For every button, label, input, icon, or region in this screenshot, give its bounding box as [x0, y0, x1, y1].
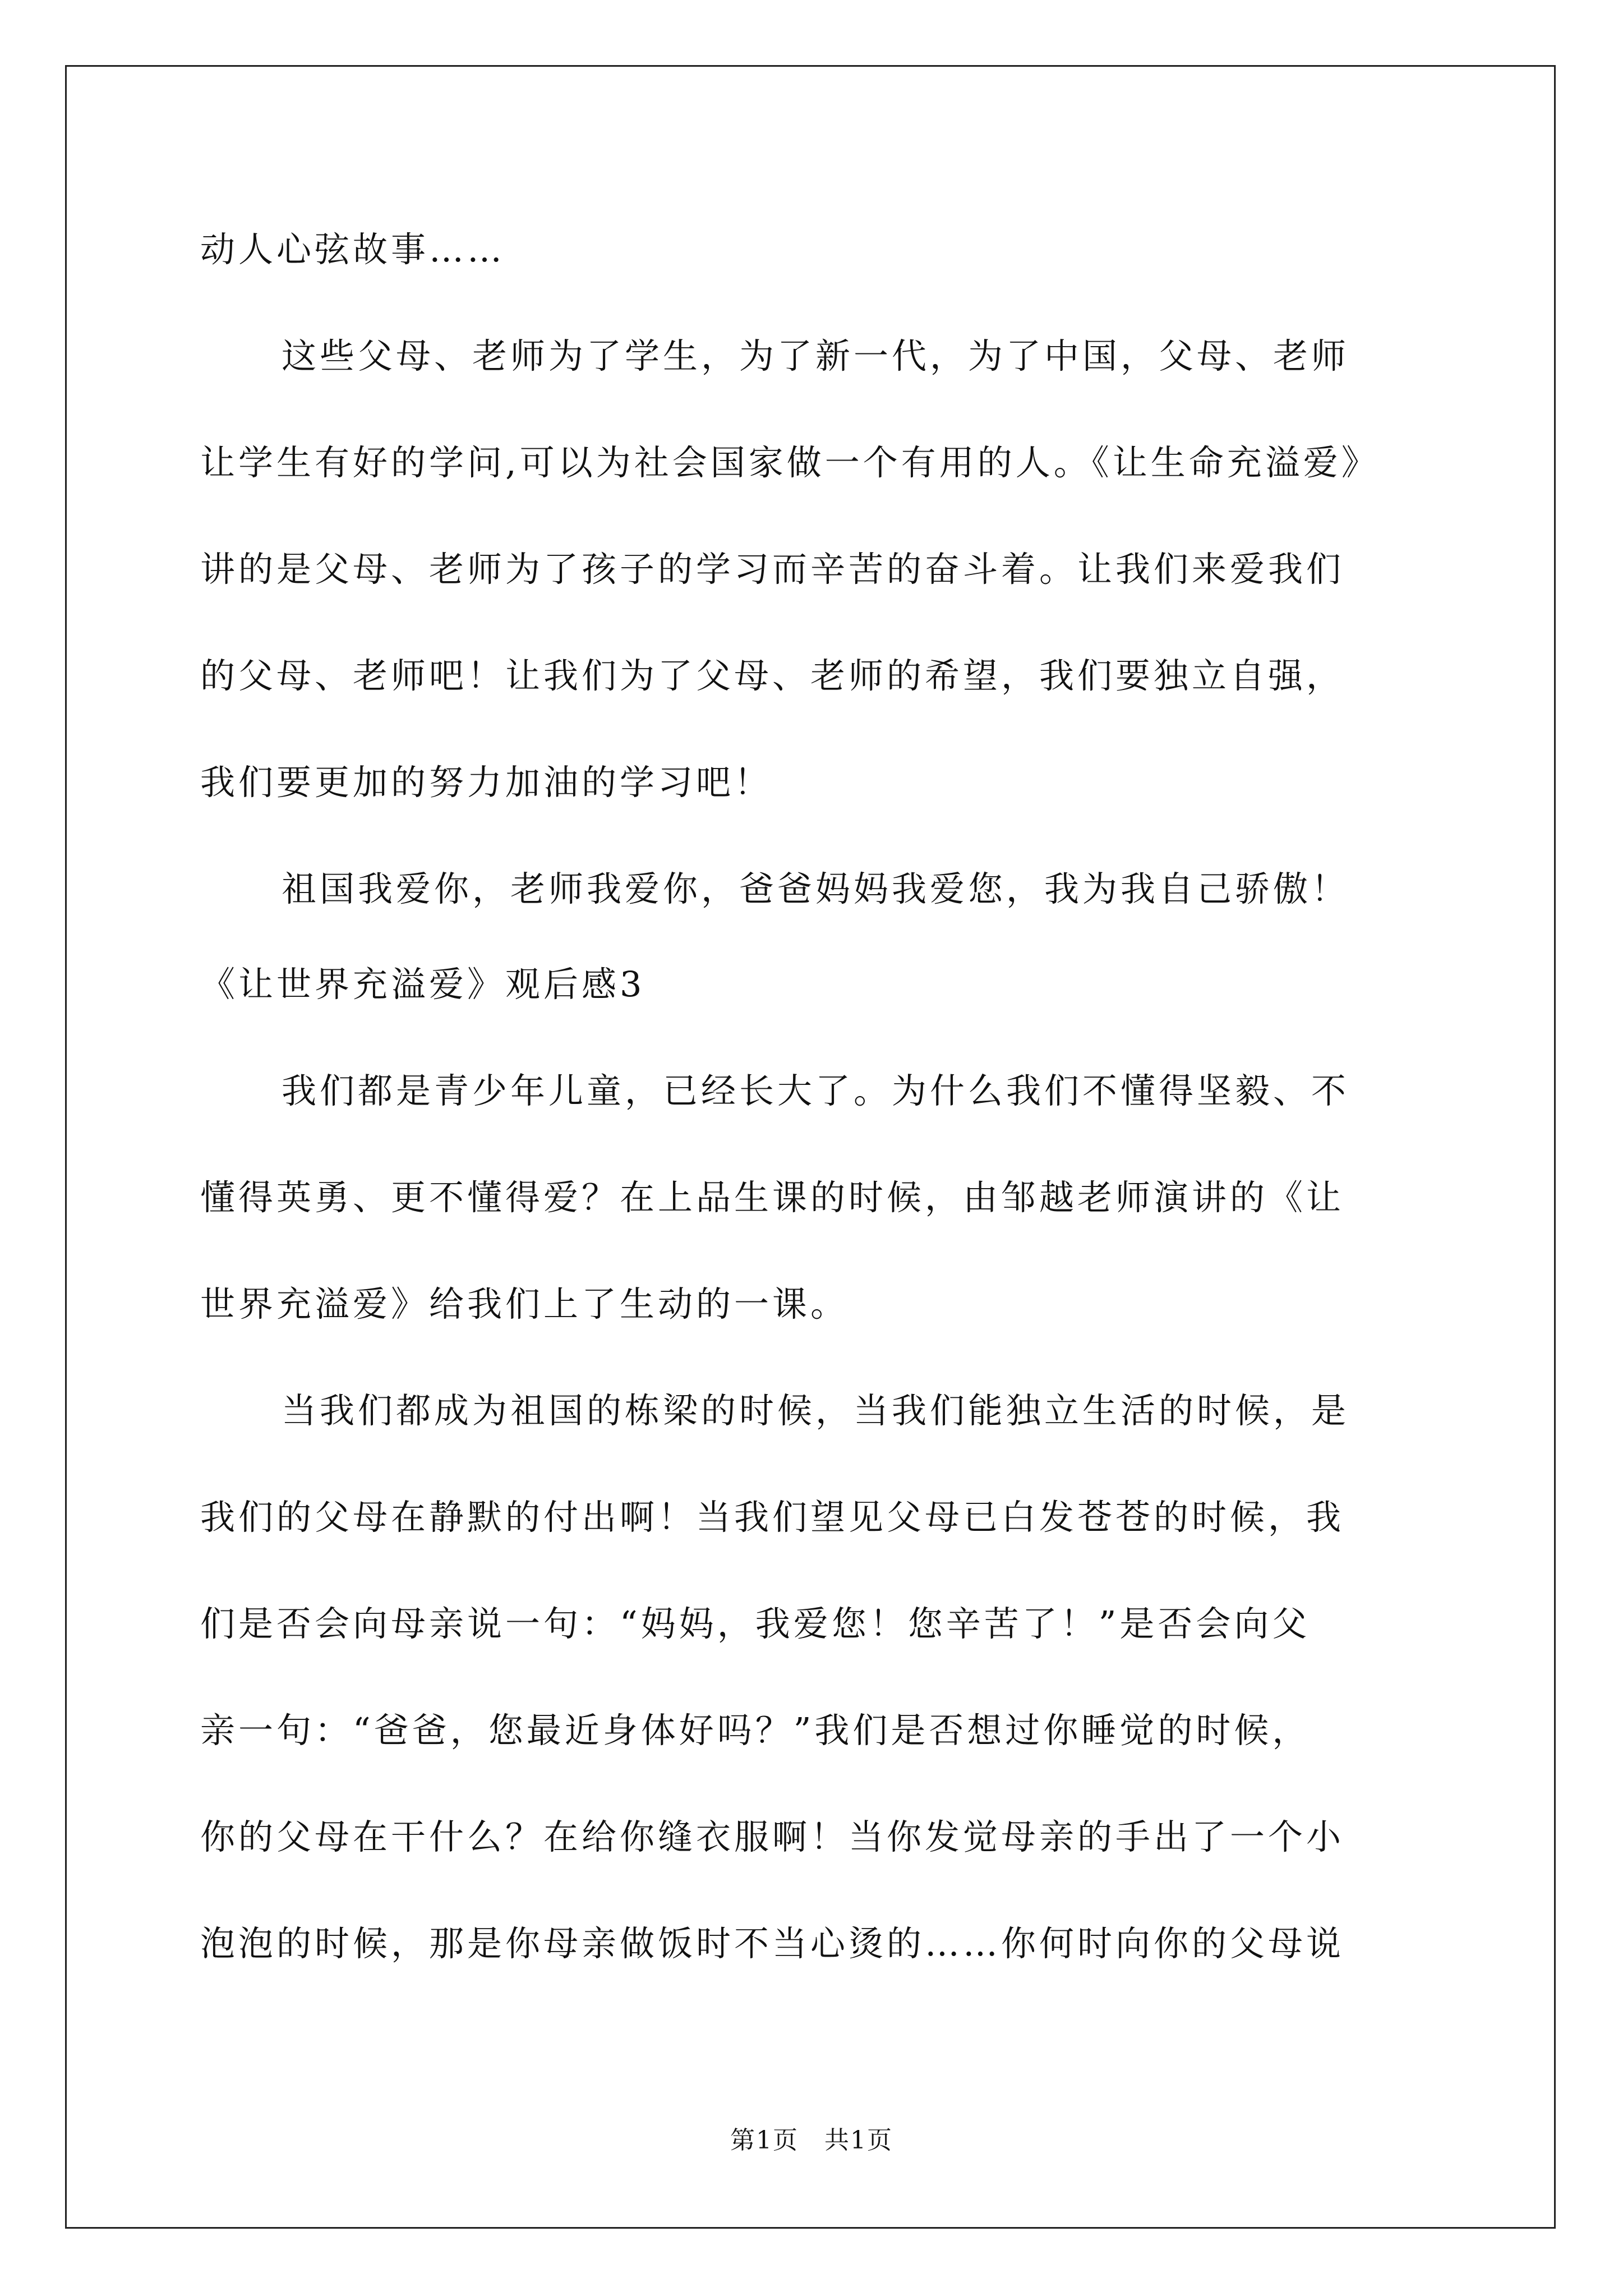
text-line-12: 当我们都成为祖国的栋梁的时候，当我们能独立生活的时候，是 — [282, 1390, 1350, 1431]
text-line-9: 我们都是青少年儿童，已经长大了。为什么我们不懂得坚毅、不 — [282, 1070, 1350, 1111]
text-line-1: 动人心弦故事…… — [200, 229, 506, 270]
text-line-13: 我们的父母在静默的付出啊！当我们望见父母已白发苍苍的时候，我 — [200, 1497, 1345, 1538]
text-line-4: 讲的是父母、老师为了孩子的学习而辛苦的奋斗着。让我们来爱我们 — [200, 549, 1345, 590]
text-line-5: 的父母、老师吧！让我们为了父母、老师的希望，我们要独立自强， — [200, 655, 1345, 696]
text-line-7: 祖国我爱你，老师我爱你，爸爸妈妈我爱您，我为我自己骄傲！ — [282, 868, 1350, 909]
text-line-2: 这些父母、老师为了学生，为了新一代，为了中国，父母、老师 — [282, 335, 1350, 376]
text-line-6: 我们要更加的努力加油的学习吧！ — [200, 762, 773, 803]
text-line-16: 你的父母在干什么？在给你缝衣服啊！当你发觉母亲的手出了一个小 — [200, 1816, 1345, 1857]
text-line-3: 让学生有好的学问,可以为社会国家做一个有用的人。《让生命充溢爱》 — [200, 442, 1380, 483]
page-number-footer: 第1页 共1页 — [730, 2126, 893, 2155]
text-line-11: 世界充溢爱》给我们上了生动的一课。 — [200, 1283, 849, 1324]
text-line-17: 泡泡的时候，那是你母亲做饭时不当心烫的……你何时向你的父母说 — [200, 1923, 1345, 1964]
section-heading: 《让世界充溢爱》观后感3 — [200, 964, 645, 1005]
text-line-15: 亲一句：“爸爸，您最近身体好吗？”我们是否想过你睡觉的时候， — [200, 1710, 1311, 1751]
text-line-10: 懂得英勇、更不懂得爱？在上品生课的时候，由邹越老师演讲的《让 — [200, 1177, 1345, 1218]
page-border — [65, 65, 1556, 2229]
text-line-14: 们是否会向母亲说一句：“妈妈，我爱您！您辛苦了！”是否会向父 — [200, 1603, 1311, 1644]
